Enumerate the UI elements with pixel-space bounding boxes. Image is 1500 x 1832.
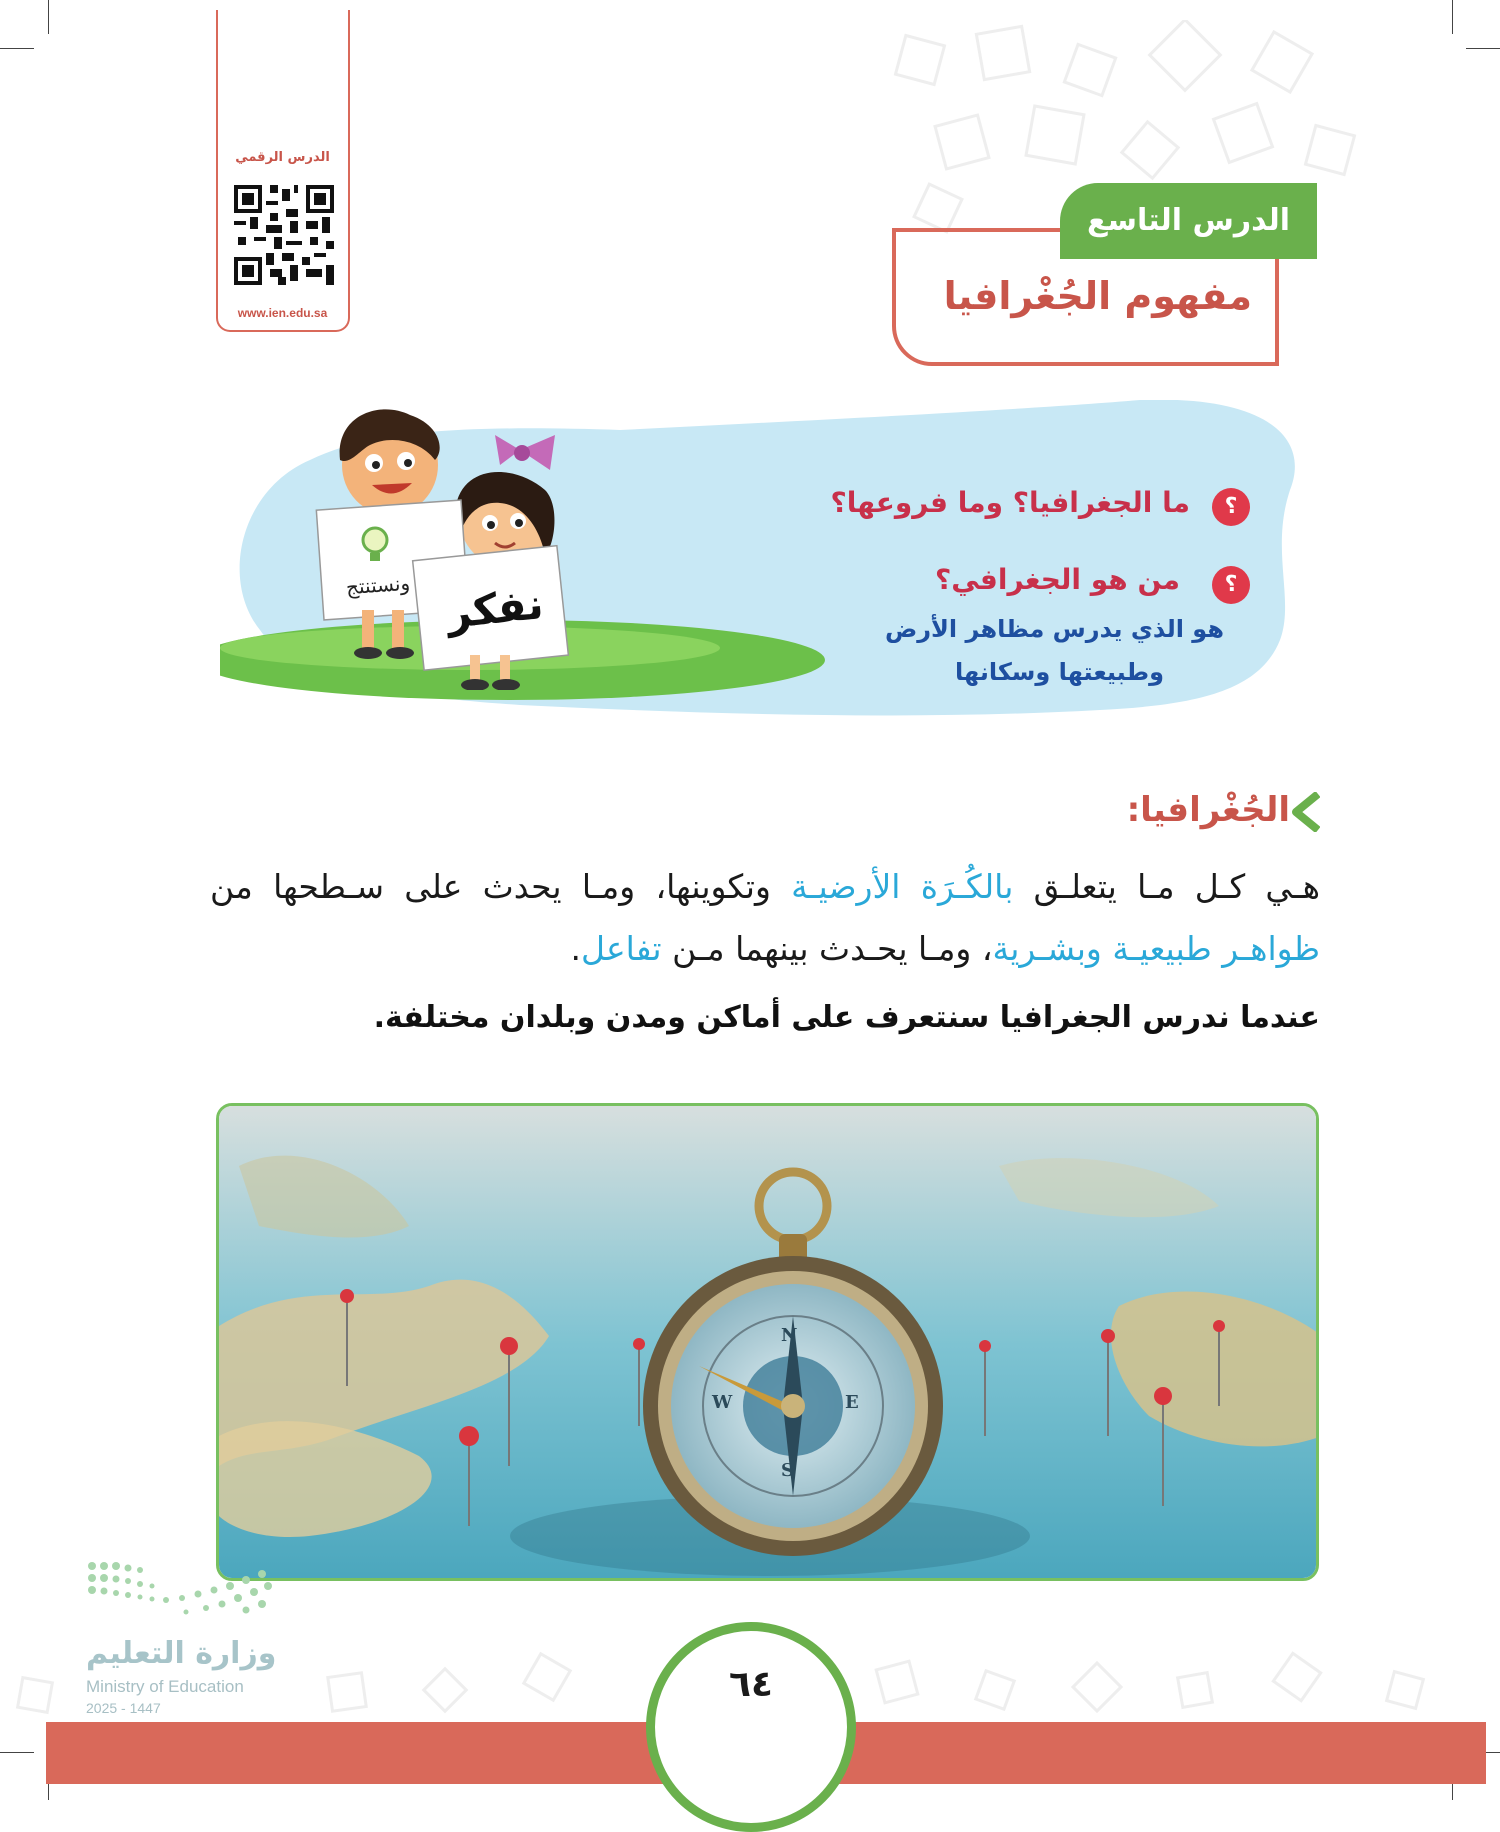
question-2: من هو الجغرافي؟ (934, 563, 1180, 596)
paragraph-1 (210, 856, 1320, 918)
trim-mark (48, 0, 49, 34)
chevron-left-icon (1290, 792, 1320, 832)
question-icon: ؟ (1212, 488, 1250, 526)
paragraph-3: عندما ندرس الجغرافيا سنتعرف على أماكن ومدن وبلدان مختلفة. (373, 1000, 1320, 1035)
compass-letter-n: N (781, 1325, 798, 1346)
ministry-year: 2025 - 1447 (86, 1700, 161, 1716)
map-image (219, 1106, 1319, 1581)
trim-mark (0, 48, 34, 49)
paragraph-1-text-a: هـي كـل مـا يتعلـق (1013, 867, 1320, 906)
paragraph-2 (571, 918, 1321, 980)
paragraph-1-text-b: وتكوينها، ومـا يحدث على سـطحها من (210, 867, 792, 906)
question-icon: ؟ (1212, 566, 1250, 604)
digital-lesson-card[interactable] (216, 10, 350, 332)
highlight-phenomena: ظواهـر طبيعيـة وبشـرية (992, 929, 1320, 968)
ministry-name-arabic: وزارة التعليم (86, 1636, 277, 1671)
qr-code-icon[interactable] (234, 185, 334, 285)
page-title: مفهوم الجُغْرافيا (943, 274, 1252, 318)
question-1: ما الجغرافيا؟ وما فروعها؟ (830, 486, 1190, 519)
page-number-circle (646, 1622, 856, 1832)
ministry-name-english: Ministry of Education (86, 1677, 244, 1696)
trim-mark (1466, 48, 1500, 49)
highlight-interaction: تفاعل (581, 929, 662, 968)
website-link[interactable]: www.ien.edu.sa (237, 306, 328, 320)
compass-letter-w: W (712, 1392, 733, 1413)
sign-small-text: ونستنتج (345, 570, 411, 600)
compass-letter-s: S (781, 1460, 794, 1481)
answer-line-2: وطبيعتها وسكانها (954, 658, 1164, 686)
ministry-logo-icon (86, 1560, 276, 1622)
compass-map-photo (216, 1103, 1319, 1581)
answer-line-1: هو الذي يدرس مظاهر الأرض (884, 615, 1224, 643)
paragraph-2-text: ، ومـا يحـدث بينهما مـن (661, 929, 993, 968)
sign-big-text: نفكر (444, 579, 546, 638)
highlight-earth: بالكُـرَة الأرضيـة (791, 867, 1014, 906)
compass-letter-e: E (845, 1392, 859, 1413)
section-heading: الجُغْرافيا: (1126, 790, 1290, 830)
kids-illustration (310, 405, 610, 690)
paragraph-2-end: . (570, 929, 581, 968)
lesson-number-badge: الدرس التاسع (1060, 183, 1317, 259)
page-number: ٦٤ (729, 1664, 773, 1705)
digital-lesson-label: الدرس الرقمي (235, 150, 330, 165)
trim-mark (0, 1752, 34, 1753)
trim-mark (1452, 0, 1453, 34)
